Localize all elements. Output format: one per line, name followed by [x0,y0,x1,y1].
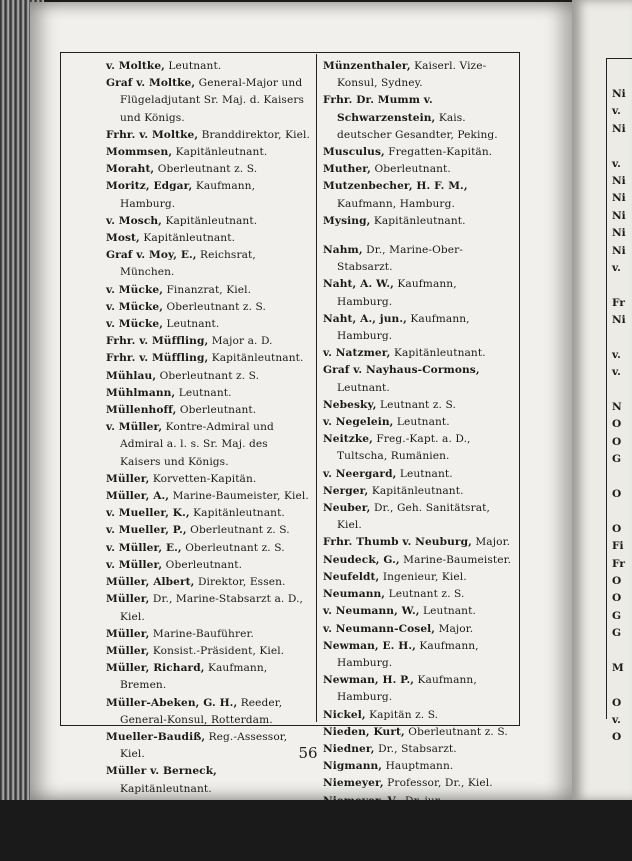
entry-name: Niedner, [323,742,375,755]
entry-name: v. Mueller, K., [106,507,190,520]
adjacent-page-fragment: O [612,522,622,535]
adjacent-page-fragment: G [612,627,622,640]
entry-name: Müller, A., [106,490,170,503]
entry-name: Frhr. Thumb v. Neuburg, [323,536,472,549]
directory-entry [323,144,515,161]
directory-entry [106,591,311,625]
entry-description: Leutnant z. S. [388,588,465,601]
left-column [106,58,311,849]
entry-name: Neufeldt, [323,570,380,583]
entry-name: Musculus, [323,146,385,159]
entry-description: Kaufmann, Hamburg. [337,639,479,669]
directory-entry [323,586,515,603]
entry-description: Kapitänleutnant. [373,214,466,227]
entry-name: Moritz, Edgar, [106,180,193,193]
entry-description: Major a. D. [211,335,273,348]
adjacent-page-fragment: v. [612,366,621,379]
directory-entry [323,276,515,310]
entry-description: Major. [475,536,511,549]
entry-name: Nieden, Kurt, [323,725,405,738]
entry-description: Oberleutnant. [165,558,243,571]
entry-name: Graf v. Moltke, [106,77,196,90]
adjacent-page-fragment: Fr [612,296,625,309]
entry-description: Oberleutnant z. S. [166,300,266,313]
entry-name: Mysing, [323,214,371,227]
adjacent-page-fragment [612,469,626,486]
entry-name: v. Mücke, [106,283,164,296]
directory-entry [106,471,311,488]
directory-entry [323,345,515,362]
entry-description: Kapitänleutnant. [211,352,304,365]
entry-name: Münster-Schultz, [106,816,211,829]
entry-description: Finanzrat, Kiel. [166,283,252,296]
directory-entry [106,557,311,574]
entry-description: Oberleutnant z. S. [159,369,260,382]
entry-name: v. Müller, [106,421,163,434]
directory-entry [106,798,311,815]
entry-description: Professor, Dr., Kiel. [387,777,493,790]
adjacent-page-fragment: Fi [612,540,624,553]
entry-description: Kapitänleutnant. [143,232,236,245]
entry-name: Naht, A. W., [323,278,394,291]
adjacent-page-fragment: G [612,453,622,466]
entry-description: Kapitänleutnant. [393,347,486,360]
adjacent-page-fragment: Ni [612,314,626,327]
directory-entry [323,672,515,706]
directory-entry [323,603,515,620]
adjacent-page-fragment: v. [612,348,621,361]
directory-entry [106,540,311,557]
page-number: 56 [298,744,318,762]
entry-name: Nerger, [323,484,369,497]
entry-description: Oberleutnant z. S. [408,725,508,738]
directory-entry [106,763,311,797]
entry-description: Oberleutnant z. S. [185,541,285,554]
entry-description: Leutnant. [423,605,476,618]
entry-description: Leutnant. [168,60,222,72]
directory-entry [106,522,311,539]
directory-entry [106,368,311,385]
entry-description: Marine-Baumeister, Kiel. [172,490,309,503]
entry-description: Kais. deutscher Gesandter, Peking. [337,111,498,141]
entry-name: v. Mücke, [106,300,164,313]
adjacent-page-fragment: O [612,592,622,605]
directory-entry [323,213,515,230]
entry-name: v. Natzmer, [323,347,391,360]
entry-description: Hauptmann. [385,760,454,773]
entry-name: Mommsen, [106,146,173,159]
entry-description: Kaufmann, Hamburg. [337,674,477,704]
entry-description: Kapitänleutnant. [175,146,268,159]
entry-description: Marine-Bauführer. [152,627,254,640]
adjacent-page-fragment: v. [612,714,621,727]
entry-description: Kaufmann, Bremen. [120,662,268,692]
entry-description: Marine-Baumeister. [403,553,512,566]
entry-description: Kapitänleutnant. [371,484,464,497]
entry-description: Leutnant. [178,386,232,399]
directory-entry [323,569,515,586]
entry-name: Müller v. Berneck, [106,765,217,778]
entry-description: Korvetten-Kapitän. [152,472,257,485]
adjacent-page-fragment: v. [612,261,621,274]
adjacent-page-fragment: O [612,574,622,587]
entry-description: Reeder, General-Konsul, Rotterdam. [120,696,283,726]
directory-entry [323,397,515,414]
entry-name: Müllenhoff, [106,404,177,417]
entry-name: Niemeyer, [323,828,384,841]
entry-description: Leutnant. [396,416,450,429]
directory-entry [323,741,515,758]
entry-name: Müller, [106,644,150,657]
entry-name: Neudeck, G., [323,553,400,566]
entry-name: v. Mosch, [106,214,162,227]
directory-entry [323,724,515,741]
directory-entry [106,161,311,178]
column-divider [316,54,317,722]
adjacent-page-fragment: O [612,435,622,448]
directory-entry [323,793,515,827]
directory-entry [106,488,311,505]
entry-description: Leutnant. [337,381,390,394]
entry-description: Oberleutnant z. S. [190,524,290,537]
entry-description: Reichsrat, München. [120,249,256,279]
adjacent-page-fragments [612,86,626,747]
adjacent-page-fragment: O [612,418,622,431]
entry-description: Dr., Geh. Sanitätsrat, Kiel. [337,502,490,532]
entry-description: Dr., Marine-Ober-Stabsarzt. [337,244,463,274]
entry-description: Oberleutnant z. S. [157,163,258,176]
entry-name: Müller-Abeken, G. H., [106,696,238,709]
entry-description: Leutnant. [399,467,453,480]
directory-entry [106,402,311,419]
adjacent-page-fragment [612,329,626,346]
entry-description: Privatier, Hamburg. [120,816,264,847]
entry-description: Dr., Stabsarzt. [378,742,457,755]
adjacent-page-fragment: G [612,609,622,622]
adjacent-page-fragment: Ni [612,122,626,135]
entry-name: Mühlau, [106,369,157,382]
directory-entry [323,414,515,431]
adjacent-page-fragment: Ni [612,209,626,222]
entry-name: Frhr. v. Müffling, [106,352,209,365]
directory-entry [323,552,515,569]
entry-description: Kaufmann, Hamburg. [337,312,470,343]
entry-description: Kontre-Admiral und Admiral a. l. s. Sr. Maj. des Kaisers und Königs. [120,421,274,468]
entry-description: Ingenieur, Kiel. [382,570,467,583]
directory-entry [106,729,311,763]
entry-description: Oberleutnant. [179,404,257,417]
entry-description: Leutnant z. S. [379,398,456,411]
adjacent-page-fragment: O [612,696,622,709]
directory-entry [106,316,311,333]
directory-entry [323,466,515,483]
adjacent-page-fragment [612,677,626,694]
directory-entry [106,178,311,212]
entry-name: Nahm, [323,244,363,257]
directory-entry [106,299,311,316]
directory-entry [106,282,311,299]
directory-entry [323,92,515,144]
directory-entry [106,213,311,230]
directory-entry [323,827,515,844]
directory-entry [323,431,515,465]
entry-name: v. Neergard, [323,467,397,480]
adjacent-page-fragment: O [612,487,622,500]
adjacent-page-fragment: Ni [612,192,626,205]
directory-entry [323,161,515,178]
directory-entry [323,844,515,861]
entry-name: Frhr. Dr. Mumm v. Schwarzenstein, [323,94,436,124]
directory-entry [106,350,311,367]
entry-name: v. Negelein, [323,416,394,429]
entry-name: Nigmann, [323,760,383,773]
entry-name: v. Mücke, [106,318,164,331]
directory-entry [106,815,311,849]
entry-name: Graf v. Moy, E., [106,249,197,262]
directory-entry [106,247,311,281]
entry-description: Kaufmann, Hamburg. [120,180,256,210]
entry-name: Neuber, [323,502,371,515]
entry-description: Kapitänleutnant. [193,507,285,520]
entry-name: Niemeyer, V., [323,794,402,807]
adjacent-page-fragment [612,503,626,520]
directory-entry [106,58,311,75]
entry-name: Newman, E. H., [323,639,416,652]
entry-name: Mutzenbecher, H. F. M., [323,180,468,193]
adjacent-page-fragment: O [612,731,622,744]
entry-name: v. Müller, E., [106,541,182,554]
entry-name: v. Müller, [106,558,163,571]
directory-entry [323,58,515,92]
entry-name: v. Mueller, P., [106,524,187,537]
entry-name: Frhr. v. Moltke, [106,128,199,141]
directory-entry [323,483,515,500]
entry-description: Kapitän z. S. [369,708,439,721]
entry-name: v. Neumann-Cosel, [323,622,436,635]
adjacent-page-fragment [612,643,626,660]
entry-name: Neumann, [323,588,386,601]
adjacent-page-fragment: v. [612,105,621,118]
directory-entry [323,534,515,551]
entry-description: Branddirektor, Kiel. [201,128,310,141]
entry-name: Müller, [106,593,150,606]
entry-name: Niemöller, [323,846,387,859]
entry-description: Konsist.-Präsident, Kiel. [152,644,285,657]
entry-name: Newman, H. P., [323,674,415,687]
entry-name: Graf v. Nayhaus-Cormons, [323,364,480,377]
directory-entry [323,362,515,396]
directory-entry [106,75,311,127]
entry-name: v. Neumann, W., [323,605,420,618]
entry-name: Naht, A., jun., [323,312,407,325]
adjacent-page-fragment: Fr [612,557,625,570]
entry-description: Dr., Marine-Stabsarzt a. D., Kiel. [120,593,304,623]
entry-name: Mueller-Baudiß, [106,730,206,743]
directory-entry [106,333,311,350]
directory-entry [323,775,515,792]
directory-entry [323,500,515,534]
directory-entry [106,574,311,591]
entry-name: Müller, [106,472,150,485]
entry-description: Kaufmann, Hamburg. [337,197,455,210]
entry-name: Frhr. v. Müffling, [106,335,209,348]
entry-description: Kaufmann, Hamburg. [337,278,457,308]
directory-entry [106,419,311,471]
directory-entry [106,626,311,643]
entry-description: Kapitänleutnant. [120,782,212,795]
adjacent-page-fragment: Ni [612,244,626,257]
directory-entry [106,660,311,694]
directory-entry [106,127,311,144]
adjacent-page-fragment [612,277,626,294]
directory-entry [323,242,515,276]
entry-description: Oberleutnant. [389,846,466,859]
entry-description: Oberleutnant. [374,163,451,176]
entry-description: General-Major und Flügeladjutant Sr. Maj. d. Kaisers und Königs. [120,77,305,124]
right-column [323,58,515,861]
entry-name: Neitzke, [323,433,373,446]
directory-entry [106,385,311,402]
directory-entry [323,311,515,345]
entry-description: Direktor, Essen. [197,576,286,589]
directory-entry [106,505,311,522]
entry-name: Müller-Palm, [106,799,185,812]
adjacent-page-fragment [612,382,626,399]
entry-name: Müller, Albert, [106,576,195,589]
directory-entry [106,144,311,161]
entry-description: Reg.-Assessor, Kiel. [120,730,288,761]
entry-name: Münzenthaler, [323,60,411,72]
entry-description: Kapitänleutnant. [188,799,281,812]
entry-name: Nickel, [323,708,366,721]
entry-name: Moraht, [106,163,155,176]
adjacent-page-fragment: v. [612,157,621,170]
entry-description: Hamburg. [387,828,443,841]
adjacent-page-fragment: M [612,661,624,674]
entry-name: Muther, [323,163,371,176]
directory-entry [323,707,515,724]
entry-name: Müller, Richard, [106,662,205,675]
entry-description: Dr. jur., Rechtsanwalt, Essen. [337,794,454,824]
entry-description: Freg.-Kapt. a. D., Tultscha, Rumänien. [337,433,471,463]
entry-description: Kaiserl. Vize-Konsul, Sydney. [337,60,487,90]
directory-entry [323,178,515,212]
adjacent-page-fragment: Ni [612,88,626,100]
directory-entry [323,621,515,638]
directory-entry [323,638,515,672]
entry-description: Fregatten-Kapitän. [388,146,493,159]
entry-description: Kapitänleutnant. [165,214,258,227]
entry-name: Niemeyer, [323,777,384,790]
directory-entry [106,695,311,729]
directory-entry [106,230,311,247]
entry-name: Most, [106,232,140,245]
adjacent-page-fragment: Ni [612,174,626,187]
entry-name: Mühlmann, [106,386,176,399]
entry-name: Nebesky, [323,398,377,411]
entry-name: v. Moltke, [106,60,165,72]
directory-entry [106,643,311,660]
directory-entry [323,758,515,775]
entry-name: Müller, [106,627,150,640]
adjacent-page-fragment: N [612,401,622,414]
adjacent-page-fragment: Ni [612,227,626,240]
adjacent-page-fragment [612,138,626,155]
entry-description: Leutnant. [166,318,220,331]
entry-description: Major. [438,622,474,635]
